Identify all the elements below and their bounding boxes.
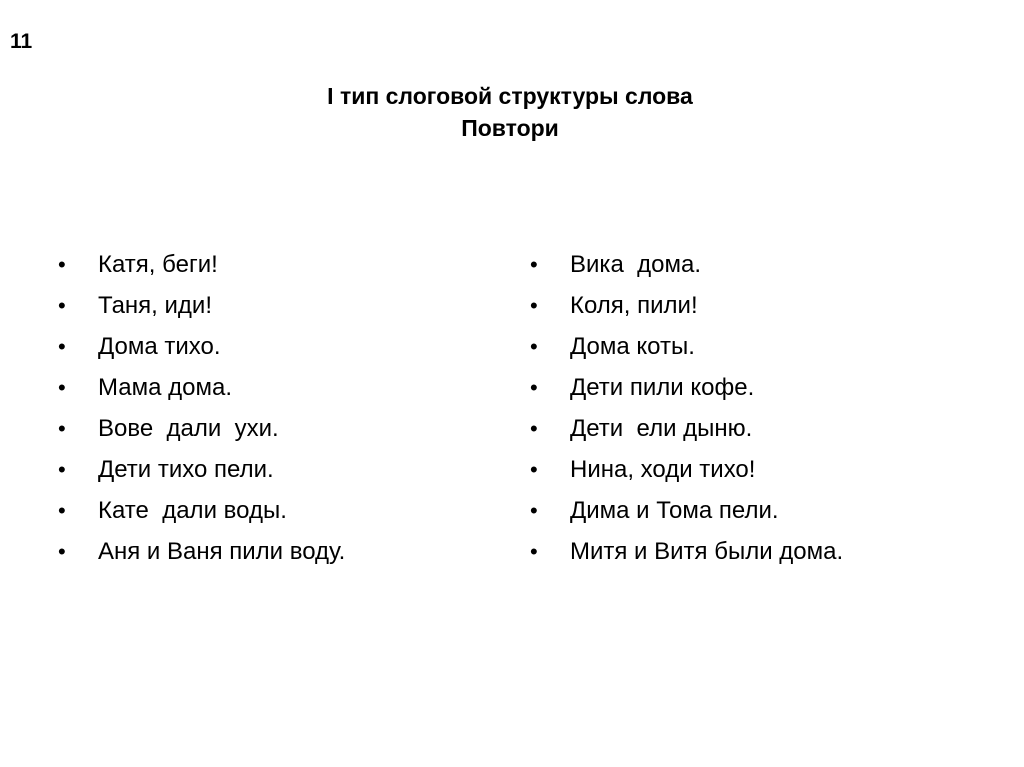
list-item bbox=[58, 285, 345, 326]
list-item bbox=[58, 367, 345, 408]
bullet-icon: • bbox=[58, 456, 66, 482]
phrase-text: Дома тихо. bbox=[98, 332, 221, 360]
bullet-icon: • bbox=[530, 497, 538, 523]
list-item bbox=[530, 490, 843, 531]
bullet-icon: • bbox=[530, 456, 538, 482]
title-line-1: I тип слоговой структуры слова bbox=[327, 83, 693, 109]
bullet-icon: • bbox=[530, 415, 538, 441]
bullet-icon: • bbox=[58, 251, 66, 277]
bullet-icon: • bbox=[58, 333, 66, 359]
phrase-text: Митя и Витя были дома. bbox=[570, 537, 844, 565]
bullet-icon: • bbox=[530, 292, 538, 318]
phrase-text: Аня и Ваня пили воду. bbox=[98, 537, 346, 565]
list-item bbox=[530, 531, 843, 572]
phrase-text: Таня, иди! bbox=[98, 291, 212, 319]
list-item bbox=[58, 449, 345, 490]
phrase-text: Дети ели дыню. bbox=[570, 414, 753, 442]
list-item bbox=[530, 408, 843, 449]
bullet-icon: • bbox=[58, 538, 66, 564]
bullet-icon: • bbox=[530, 374, 538, 400]
bullet-icon: • bbox=[58, 497, 66, 523]
slide-title bbox=[0, 80, 1020, 144]
list-item bbox=[530, 244, 843, 285]
bullet-icon: • bbox=[530, 538, 538, 564]
list-item bbox=[58, 531, 345, 572]
phrase-text: Катя, беги! bbox=[98, 250, 218, 278]
bullet-icon: • bbox=[530, 333, 538, 359]
list-item bbox=[530, 449, 843, 490]
bullet-icon: • bbox=[58, 374, 66, 400]
phrase-text: Мама дома. bbox=[98, 373, 232, 401]
bullet-icon: • bbox=[530, 251, 538, 277]
phrase-text: Кате дали воды. bbox=[98, 496, 287, 524]
phrase-text: Вика дома. bbox=[570, 250, 701, 278]
bullet-icon: • bbox=[58, 415, 66, 441]
list-item bbox=[58, 244, 345, 285]
left-phrase-list bbox=[58, 244, 345, 572]
list-item bbox=[58, 408, 345, 449]
title-line-2: Повтори bbox=[461, 115, 559, 141]
list-item bbox=[530, 326, 843, 367]
bullet-icon: • bbox=[58, 292, 66, 318]
phrase-text: Дети тихо пели. bbox=[98, 455, 274, 483]
list-item bbox=[530, 285, 843, 326]
list-item bbox=[530, 367, 843, 408]
phrase-text: Вове дали ухи. bbox=[98, 414, 279, 442]
phrase-text: Нина, ходи тихо! bbox=[570, 455, 756, 483]
phrase-text: Дома коты. bbox=[570, 332, 695, 360]
list-item bbox=[58, 490, 345, 531]
list-item bbox=[58, 326, 345, 367]
right-phrase-list bbox=[530, 244, 843, 572]
phrase-text: Коля, пили! bbox=[570, 291, 698, 319]
slide-number: 11 bbox=[10, 30, 33, 53]
phrase-text: Дети пили кофе. bbox=[570, 373, 755, 401]
phrase-text: Дима и Тома пели. bbox=[570, 496, 779, 524]
